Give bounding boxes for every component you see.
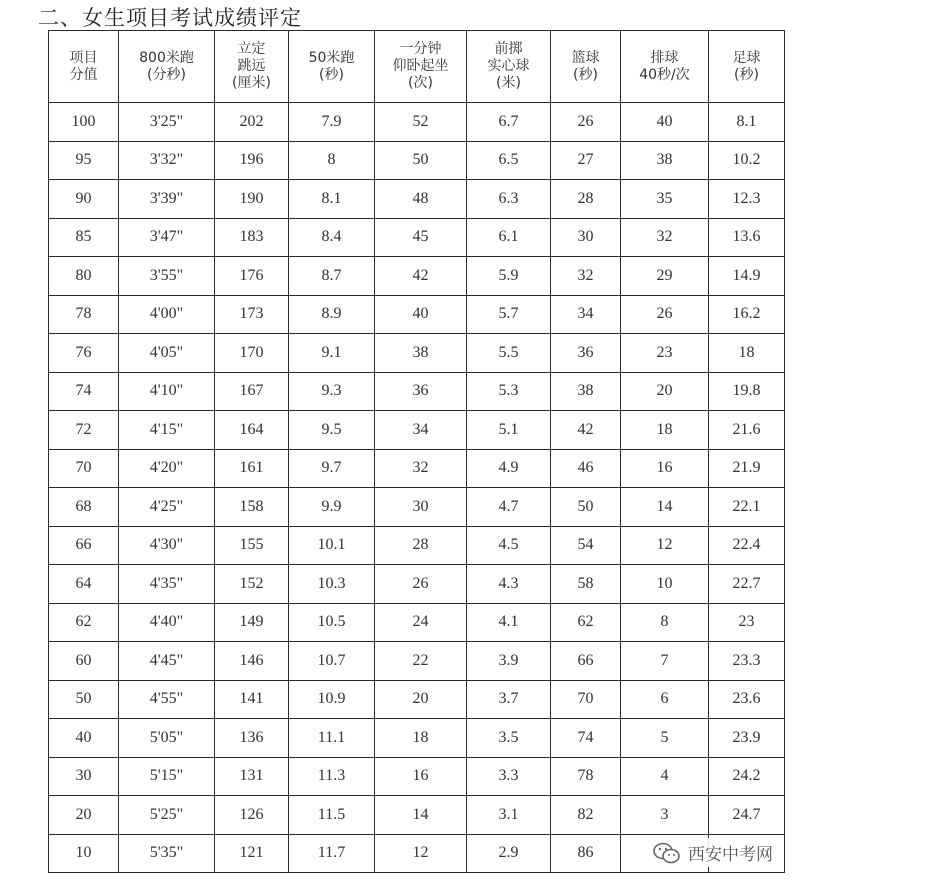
- table-cell: 12.3: [709, 180, 785, 219]
- table-cell: 14: [375, 796, 467, 835]
- table-row: [49, 218, 785, 257]
- table-cell: 8: [289, 141, 375, 180]
- table-cell: 4'40": [119, 603, 215, 642]
- table-cell: 8.9: [289, 295, 375, 334]
- table-row: [49, 526, 785, 565]
- table-cell: 9.5: [289, 411, 375, 450]
- table-cell: 54: [551, 526, 621, 565]
- table-row: [49, 719, 785, 758]
- table-cell: 28: [551, 180, 621, 219]
- table-row: [49, 334, 785, 373]
- column-header-line: 排球: [650, 49, 679, 66]
- table-row: [49, 449, 785, 488]
- column-header-line: (次): [408, 75, 433, 91]
- column-header-line: 800米跑: [139, 49, 194, 66]
- table-cell: 42: [551, 411, 621, 450]
- table-cell: 62: [49, 603, 119, 642]
- table-cell: 4'10": [119, 372, 215, 411]
- table-cell: 19.8: [709, 372, 785, 411]
- column-header: [49, 31, 119, 103]
- table-cell: 24.7: [709, 796, 785, 835]
- table-cell: 6.7: [467, 103, 551, 142]
- table-cell: 8.1: [289, 180, 375, 219]
- column-header: [467, 31, 551, 103]
- table-cell: 7.9: [289, 103, 375, 142]
- column-header-line: 仰卧起坐: [392, 58, 449, 74]
- table-cell: 22.7: [709, 565, 785, 604]
- table-cell: 3.9: [467, 642, 551, 681]
- table-cell: 141: [215, 680, 289, 719]
- table-cell: 66: [49, 526, 119, 565]
- table-cell: 170: [215, 334, 289, 373]
- table-cell: 74: [551, 719, 621, 758]
- table-cell: 4: [621, 757, 709, 796]
- table-cell: 45: [375, 218, 467, 257]
- table-cell: 13.6: [709, 218, 785, 257]
- table-cell: 152: [215, 565, 289, 604]
- table-cell: 36: [551, 334, 621, 373]
- table-row: [49, 642, 785, 681]
- table-cell: 18: [375, 719, 467, 758]
- table-cell: 11.1: [289, 719, 375, 758]
- table-cell: 78: [551, 757, 621, 796]
- column-header-line: 前掷: [494, 41, 523, 57]
- table-cell: 4'25": [119, 488, 215, 527]
- table-cell: 126: [215, 796, 289, 835]
- table-cell: 11.5: [289, 796, 375, 835]
- table-cell: 60: [49, 642, 119, 681]
- table-cell: 3'47": [119, 218, 215, 257]
- column-header-line: 50米跑: [308, 49, 355, 66]
- table-row: [49, 603, 785, 642]
- table-cell: 26: [375, 565, 467, 604]
- table-row: [49, 372, 785, 411]
- table-cell: 6.3: [467, 180, 551, 219]
- column-header: [375, 31, 467, 103]
- table-cell: 70: [551, 680, 621, 719]
- table-cell: 16.2: [709, 295, 785, 334]
- score-table: [48, 30, 785, 873]
- table-cell: 9.3: [289, 372, 375, 411]
- table-cell: 50: [551, 488, 621, 527]
- column-header: [621, 31, 709, 103]
- wechat-icon: [652, 841, 682, 865]
- column-header: [215, 31, 289, 103]
- table-cell: 4.9: [467, 449, 551, 488]
- table-cell: 30: [551, 218, 621, 257]
- table-cell: 3'55": [119, 257, 215, 296]
- table-cell: 5'25": [119, 796, 215, 835]
- column-header-line: (秒): [573, 66, 598, 83]
- table-cell: 68: [49, 488, 119, 527]
- column-header-line: 立定: [237, 41, 266, 57]
- table-cell: 5'05": [119, 719, 215, 758]
- table-cell: 10.3: [289, 565, 375, 604]
- table-cell: 202: [215, 103, 289, 142]
- table-cell: 4'05": [119, 334, 215, 373]
- table-cell: 8: [621, 603, 709, 642]
- column-header-line: 实心球: [487, 58, 530, 74]
- table-cell: 121: [215, 834, 289, 873]
- table-cell: 3.7: [467, 680, 551, 719]
- table-cell: 48: [375, 180, 467, 219]
- table-row: [49, 257, 785, 296]
- table-cell: 27: [551, 141, 621, 180]
- table-cell: 5'15": [119, 757, 215, 796]
- table-cell: 21.9: [709, 449, 785, 488]
- table-cell: 23.6: [709, 680, 785, 719]
- table-cell: 85: [49, 218, 119, 257]
- table-cell: 5.1: [467, 411, 551, 450]
- table-cell: 74: [49, 372, 119, 411]
- table-cell: 9.1: [289, 334, 375, 373]
- table-cell: 32: [621, 218, 709, 257]
- table-cell: 23: [621, 334, 709, 373]
- table-cell: 38: [375, 334, 467, 373]
- table-cell: 11.3: [289, 757, 375, 796]
- table-cell: 32: [551, 257, 621, 296]
- table-cell: 8.7: [289, 257, 375, 296]
- table-row: [49, 565, 785, 604]
- table-cell: 42: [375, 257, 467, 296]
- column-header: [289, 31, 375, 103]
- table-cell: 26: [621, 295, 709, 334]
- table-cell: 3.1: [467, 796, 551, 835]
- table-cell: 146: [215, 642, 289, 681]
- table-cell: 64: [49, 565, 119, 604]
- column-header-line: (秒): [319, 66, 344, 83]
- table-body: [49, 103, 785, 873]
- table-cell: 3'32": [119, 141, 215, 180]
- table-cell: 131: [215, 757, 289, 796]
- table-cell: 3.3: [467, 757, 551, 796]
- table-cell: 40: [621, 103, 709, 142]
- table-cell: 4.7: [467, 488, 551, 527]
- table-cell: 35: [621, 180, 709, 219]
- table-row: [49, 411, 785, 450]
- column-header-line: (米): [496, 75, 521, 91]
- table-cell: 4.5: [467, 526, 551, 565]
- table-cell: 20: [375, 680, 467, 719]
- table-cell: 12: [621, 526, 709, 565]
- table-cell: 40: [49, 719, 119, 758]
- table-cell: 8.1: [709, 103, 785, 142]
- table-cell: 10: [49, 834, 119, 873]
- table-cell: 52: [375, 103, 467, 142]
- table-cell: 76: [49, 334, 119, 373]
- table-cell: 196: [215, 141, 289, 180]
- table-cell: 158: [215, 488, 289, 527]
- column-header: [551, 31, 621, 103]
- table-cell: 190: [215, 180, 289, 219]
- table-cell: 11.7: [289, 834, 375, 873]
- table-cell: 10.2: [709, 141, 785, 180]
- table-cell: 29: [621, 257, 709, 296]
- watermark: [648, 838, 777, 867]
- table-cell: 5.3: [467, 372, 551, 411]
- table-cell: 155: [215, 526, 289, 565]
- table-cell: 6: [621, 680, 709, 719]
- table-cell: 22: [375, 642, 467, 681]
- table-cell: 4.3: [467, 565, 551, 604]
- table-cell: 161: [215, 449, 289, 488]
- table-cell: 9.7: [289, 449, 375, 488]
- column-header-line: (分秒): [147, 66, 186, 83]
- table-cell: 164: [215, 411, 289, 450]
- table-cell: 4'15": [119, 411, 215, 450]
- table-cell: 149: [215, 603, 289, 642]
- table-cell: 12: [375, 834, 467, 873]
- table-cell: 14.9: [709, 257, 785, 296]
- table-row: [49, 796, 785, 835]
- table-cell: 4'45": [119, 642, 215, 681]
- table-cell: 21.6: [709, 411, 785, 450]
- table-cell: 80: [49, 257, 119, 296]
- table-cell: 70: [49, 449, 119, 488]
- table-cell: 66: [551, 642, 621, 681]
- table-cell: 82: [551, 796, 621, 835]
- table-cell: 28: [375, 526, 467, 565]
- table-cell: 6.1: [467, 218, 551, 257]
- table-cell: 90: [49, 180, 119, 219]
- table-cell: 136: [215, 719, 289, 758]
- table-cell: 72: [49, 411, 119, 450]
- table-cell: 3.5: [467, 719, 551, 758]
- table-cell: 34: [551, 295, 621, 334]
- table-cell: 4'00": [119, 295, 215, 334]
- table-cell: 176: [215, 257, 289, 296]
- table-cell: 4'35": [119, 565, 215, 604]
- column-header-line: 篮球: [571, 49, 600, 66]
- table-row: [49, 488, 785, 527]
- table-row: [49, 141, 785, 180]
- table-cell: 20: [621, 372, 709, 411]
- table-cell: 86: [551, 834, 621, 873]
- table-cell: 183: [215, 218, 289, 257]
- table-cell: 5.9: [467, 257, 551, 296]
- table-cell: 10.5: [289, 603, 375, 642]
- header-row: [49, 31, 785, 103]
- column-header: [119, 31, 215, 103]
- table-cell: 22.4: [709, 526, 785, 565]
- watermark-text: 西安中考网: [688, 845, 773, 865]
- table-cell: 9.9: [289, 488, 375, 527]
- table-cell: 16: [375, 757, 467, 796]
- table-cell: 62: [551, 603, 621, 642]
- column-header-line: 40秒/次: [639, 66, 690, 83]
- table-cell: 23: [709, 603, 785, 642]
- column-header-line: 足球: [732, 49, 761, 66]
- table-cell: 32: [375, 449, 467, 488]
- table-cell: 5.5: [467, 334, 551, 373]
- table-row: [49, 180, 785, 219]
- table-cell: 50: [49, 680, 119, 719]
- table-row: [49, 757, 785, 796]
- table-cell: 95: [49, 141, 119, 180]
- table-cell: 167: [215, 372, 289, 411]
- table-cell: 24: [375, 603, 467, 642]
- column-header-line: 项目: [69, 49, 98, 66]
- table-cell: 4'55": [119, 680, 215, 719]
- table-cell: 7: [621, 642, 709, 681]
- table-cell: 36: [375, 372, 467, 411]
- table-cell: 4.1: [467, 603, 551, 642]
- table-cell: 3: [621, 796, 709, 835]
- table-cell: 4'20": [119, 449, 215, 488]
- table-cell: 30: [375, 488, 467, 527]
- table-cell: 38: [621, 141, 709, 180]
- table-cell: 173: [215, 295, 289, 334]
- column-header-line: 跳远: [237, 58, 266, 74]
- table-row: [49, 680, 785, 719]
- table-cell: 26: [551, 103, 621, 142]
- table-row: [49, 295, 785, 334]
- table-cell: 20: [49, 796, 119, 835]
- table-cell: 58: [551, 565, 621, 604]
- table-cell: 100: [49, 103, 119, 142]
- table-cell: 8.4: [289, 218, 375, 257]
- table-cell: 38: [551, 372, 621, 411]
- table-cell: 24.2: [709, 757, 785, 796]
- table-cell: 50: [375, 141, 467, 180]
- table-cell: 18: [709, 334, 785, 373]
- table-row: [49, 103, 785, 142]
- table-cell: 2.9: [467, 834, 551, 873]
- table-cell: 10.9: [289, 680, 375, 719]
- column-header: [709, 31, 785, 103]
- table-cell: 34: [375, 411, 467, 450]
- table-cell: 5: [621, 719, 709, 758]
- table-cell: 4'30": [119, 526, 215, 565]
- table-cell: 23.9: [709, 719, 785, 758]
- table-cell: 10: [621, 565, 709, 604]
- table-cell: 22.1: [709, 488, 785, 527]
- table-cell: 5.7: [467, 295, 551, 334]
- column-header-line: (厘米): [232, 75, 271, 91]
- table-cell: 3'25": [119, 103, 215, 142]
- column-header-line: 分值: [69, 66, 98, 83]
- table-cell: 30: [49, 757, 119, 796]
- table-cell: 5'35": [119, 834, 215, 873]
- table-cell: 78: [49, 295, 119, 334]
- table-cell: 16: [621, 449, 709, 488]
- table-cell: 23.3: [709, 642, 785, 681]
- table-cell: 18: [621, 411, 709, 450]
- table-cell: 10.7: [289, 642, 375, 681]
- column-header-line: 一分钟: [399, 41, 442, 57]
- page-title: 二、女生项目考试成绩评定: [38, 6, 302, 30]
- table-cell: 14: [621, 488, 709, 527]
- table-cell: 3'39": [119, 180, 215, 219]
- table-cell: 46: [551, 449, 621, 488]
- table-cell: 40: [375, 295, 467, 334]
- table-cell: 6.5: [467, 141, 551, 180]
- table-cell: 10.1: [289, 526, 375, 565]
- column-header-line: (秒): [734, 66, 759, 83]
